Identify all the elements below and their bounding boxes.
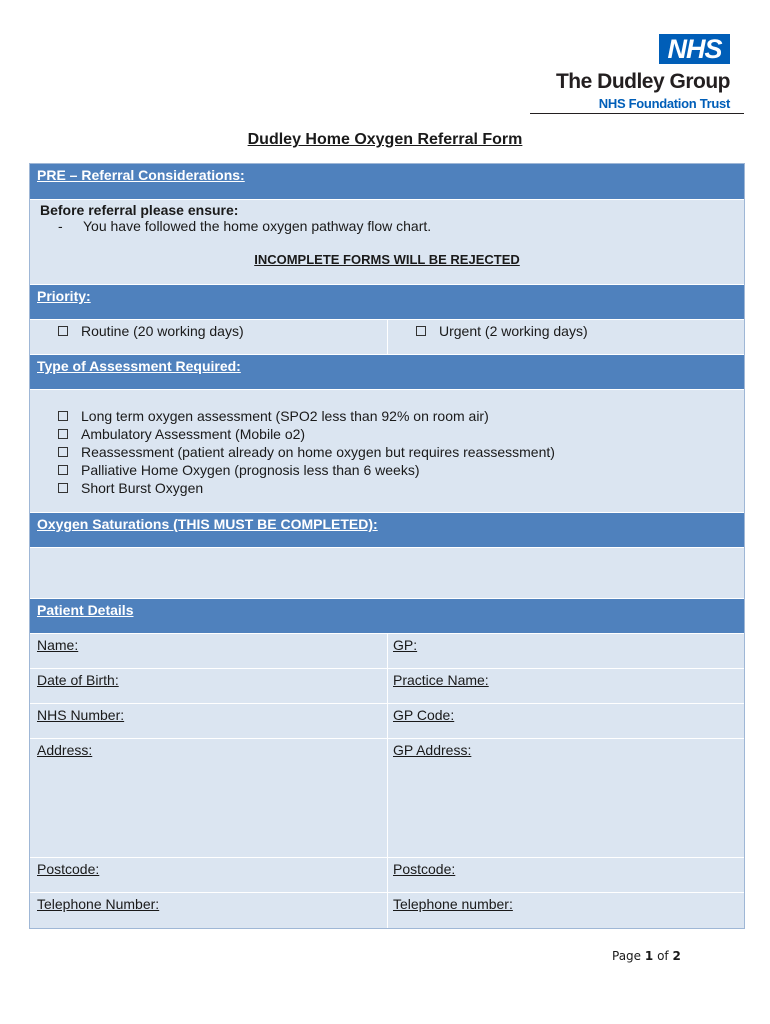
assessment-option-palliative[interactable] bbox=[58, 461, 555, 479]
logo-divider bbox=[530, 113, 744, 114]
column-divider bbox=[387, 739, 388, 857]
section-header-label: Type of Assessment Required: bbox=[37, 358, 241, 374]
patient-row-nhs-number[interactable] bbox=[30, 704, 744, 739]
priority-options bbox=[30, 320, 744, 355]
priority-routine-label: Routine (20 working days) bbox=[81, 323, 244, 339]
form-title: Dudley Home Oxygen Referral Form bbox=[247, 131, 523, 148]
checkbox-icon[interactable] bbox=[58, 326, 68, 336]
column-divider bbox=[387, 893, 388, 928]
column-divider bbox=[387, 634, 388, 668]
assessment-option-label: Long term oxygen assessment (SPO2 less than 92% on room air) bbox=[81, 408, 489, 424]
assessment-option-ambulatory[interactable] bbox=[58, 425, 555, 443]
checkbox-icon[interactable] bbox=[58, 447, 68, 457]
priority-urgent-label: Urgent (2 working days) bbox=[439, 323, 588, 339]
list-dash: - bbox=[58, 218, 63, 234]
oxygen-saturations-field[interactable] bbox=[30, 548, 744, 599]
field-label-gp-address: GP Address: bbox=[393, 742, 472, 758]
section-header-priority bbox=[30, 285, 744, 320]
column-divider bbox=[387, 858, 388, 892]
section-header-label: Patient Details bbox=[37, 602, 134, 618]
checkbox-icon[interactable] bbox=[416, 326, 426, 336]
priority-urgent-option[interactable] bbox=[416, 323, 588, 339]
assessment-option-list bbox=[58, 407, 555, 497]
patient-row-name[interactable] bbox=[30, 634, 744, 669]
checkbox-icon[interactable] bbox=[58, 411, 68, 421]
field-label-practice-name: Practice Name: bbox=[393, 672, 489, 688]
assessment-option-reassessment[interactable] bbox=[58, 443, 555, 461]
field-label-nhs-number: NHS Number: bbox=[37, 707, 125, 723]
page-of-label: of bbox=[657, 949, 669, 963]
page-current: 1 bbox=[644, 949, 654, 963]
section-header-pre-referral bbox=[30, 164, 744, 200]
patient-row-postcode[interactable] bbox=[30, 858, 744, 893]
field-label-date-of-birth: Date of Birth: bbox=[37, 672, 119, 688]
section-header-label: PRE – Referral Considerations: bbox=[37, 167, 245, 183]
section-header-oxygen-saturations bbox=[30, 513, 744, 548]
assessment-option-label: Short Burst Oxygen bbox=[81, 480, 204, 496]
field-label-gp-telephone: Telephone number: bbox=[393, 896, 513, 912]
section-header-assessment-type bbox=[30, 355, 744, 390]
assessment-option-short-burst[interactable] bbox=[58, 479, 555, 497]
assessment-option-label: Reassessment (patient already on home oxygen but requires reassessment) bbox=[81, 444, 555, 460]
referral-form bbox=[29, 163, 745, 929]
patient-row-telephone[interactable] bbox=[30, 893, 744, 928]
checkbox-icon[interactable] bbox=[58, 429, 68, 439]
checkbox-icon[interactable] bbox=[58, 465, 68, 475]
assessment-option-label: Ambulatory Assessment (Mobile o2) bbox=[81, 426, 306, 442]
section-header-label: Oxygen Saturations (THIS MUST BE COMPLETED): bbox=[37, 516, 378, 532]
column-divider bbox=[387, 669, 388, 703]
field-label-telephone: Telephone Number: bbox=[37, 896, 160, 912]
assessment-option-long-term[interactable] bbox=[58, 407, 555, 425]
patient-row-address[interactable] bbox=[30, 739, 744, 858]
page-total: 2 bbox=[672, 949, 681, 963]
field-label-gp-code: GP Code: bbox=[393, 707, 455, 723]
organisation-name: The Dudley Group bbox=[555, 70, 730, 93]
pre-referral-body bbox=[30, 200, 744, 285]
ensure-heading: Before referral please ensure: bbox=[40, 202, 239, 218]
assessment-options bbox=[30, 390, 744, 513]
patient-row-dob[interactable] bbox=[30, 669, 744, 704]
field-label-gp: GP: bbox=[393, 637, 418, 653]
section-header-patient-details bbox=[30, 599, 744, 634]
ensure-item-text: You have followed the home oxygen pathway flow chart. bbox=[83, 218, 432, 234]
section-header-label: Priority: bbox=[37, 288, 91, 304]
field-label-postcode: Postcode: bbox=[37, 861, 100, 877]
checkbox-icon[interactable] bbox=[58, 483, 68, 493]
assessment-option-label: Palliative Home Oxygen (prognosis less than 6 weeks) bbox=[81, 462, 420, 478]
nhs-logo-box: NHS bbox=[659, 34, 730, 64]
trust-name: NHS Foundation Trust bbox=[598, 96, 730, 111]
page-number bbox=[612, 949, 681, 963]
rejection-warning: INCOMPLETE FORMS WILL BE REJECTED bbox=[254, 252, 520, 267]
field-label-gp-postcode: Postcode: bbox=[393, 861, 456, 877]
page-label: Page bbox=[612, 949, 642, 963]
field-label-name: Name: bbox=[37, 637, 79, 653]
field-label-address: Address: bbox=[37, 742, 93, 758]
priority-routine-option[interactable] bbox=[58, 323, 244, 339]
column-divider bbox=[387, 704, 388, 738]
column-divider bbox=[387, 320, 388, 354]
